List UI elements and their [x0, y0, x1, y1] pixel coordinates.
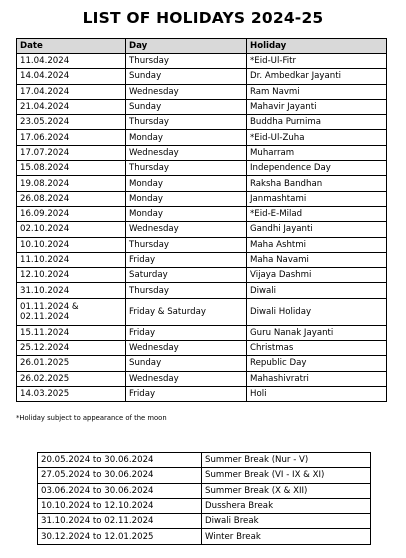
table-row — [17, 252, 387, 267]
cell-date: 12.10.2024 — [17, 268, 126, 283]
cell-date: 11.10.2024 — [17, 252, 126, 267]
cell-day: Thursday — [126, 161, 247, 176]
cell-holiday: Ram Navmi — [247, 84, 387, 99]
holiday-table — [16, 38, 387, 402]
cell-date: 23.05.2024 — [17, 115, 126, 130]
cell-period: 10.10.2024 to 12.10.2024 — [38, 498, 202, 513]
cell-holiday: Diwali — [247, 283, 387, 298]
cell-holiday: *Eid-E-Milad — [247, 206, 387, 221]
page-title: LIST OF HOLIDAYS 2024-25 — [82, 9, 324, 27]
table-row — [17, 356, 387, 371]
table-row — [17, 268, 387, 283]
cell-period: 31.10.2024 to 02.11.2024 — [38, 514, 202, 529]
cell-holiday: Christmas — [247, 341, 387, 356]
holiday-footnote: *Holiday subject to appearance of the moon — [16, 414, 167, 422]
header-day: Day — [126, 39, 247, 54]
cell-holiday: Janmashtami — [247, 191, 387, 206]
table-row — [17, 69, 387, 84]
cell-day: Monday — [126, 176, 247, 191]
table-row — [38, 498, 371, 513]
cell-day: Thursday — [126, 237, 247, 252]
cell-break-name: Summer Break (VI - IX & XI) — [202, 468, 371, 483]
cell-date: 31.10.2024 — [17, 283, 126, 298]
cell-date: 15.11.2024 — [17, 325, 126, 340]
table-row — [17, 191, 387, 206]
cell-holiday: *Eid-Ul-Zuha — [247, 130, 387, 145]
header-date: Date — [17, 39, 126, 54]
table-row — [17, 145, 387, 160]
cell-holiday: Independence Day — [247, 161, 387, 176]
cell-holiday: Mahavir Jayanti — [247, 99, 387, 114]
table-row — [17, 386, 387, 401]
cell-date: 25.12.2024 — [17, 341, 126, 356]
cell-day: Thursday — [126, 115, 247, 130]
cell-day: Wednesday — [126, 222, 247, 237]
cell-holiday: *Eid-Ul-Fitr — [247, 54, 387, 69]
cell-day: Wednesday — [126, 341, 247, 356]
cell-holiday: Republic Day — [247, 356, 387, 371]
cell-day: Friday — [126, 325, 247, 340]
cell-date: 26.08.2024 — [17, 191, 126, 206]
cell-day: Wednesday — [126, 371, 247, 386]
cell-holiday: Vijaya Dashmi — [247, 268, 387, 283]
cell-day: Monday — [126, 206, 247, 221]
break-table — [37, 452, 371, 545]
table-row — [17, 115, 387, 130]
cell-holiday: Diwali Holiday — [247, 298, 387, 325]
table-row — [17, 161, 387, 176]
holiday-table-header — [17, 39, 387, 54]
cell-period: 27.05.2024 to 30.06.2024 — [38, 468, 202, 483]
cell-date: 01.11.2024 & 02.11.2024 — [17, 298, 126, 325]
cell-day: Saturday — [126, 268, 247, 283]
cell-date: 17.07.2024 — [17, 145, 126, 160]
table-row — [17, 283, 387, 298]
table-row — [17, 298, 387, 325]
table-row — [17, 222, 387, 237]
cell-day: Thursday — [126, 54, 247, 69]
table-row — [17, 325, 387, 340]
cell-holiday: Dr. Ambedkar Jayanti — [247, 69, 387, 84]
cell-day: Monday — [126, 191, 247, 206]
cell-day: Sunday — [126, 99, 247, 114]
cell-date: 19.08.2024 — [17, 176, 126, 191]
cell-day: Sunday — [126, 356, 247, 371]
cell-holiday: Raksha Bandhan — [247, 176, 387, 191]
cell-day: Friday — [126, 252, 247, 267]
cell-holiday: Maha Ashtmi — [247, 237, 387, 252]
cell-holiday: Guru Nanak Jayanti — [247, 325, 387, 340]
cell-break-name: Dusshera Break — [202, 498, 371, 513]
cell-date: 17.06.2024 — [17, 130, 126, 145]
cell-day: Monday — [126, 130, 247, 145]
cell-holiday: Gandhi Jayanti — [247, 222, 387, 237]
cell-day: Friday & Saturday — [126, 298, 247, 325]
cell-date: 16.09.2024 — [17, 206, 126, 221]
cell-break-name: Summer Break (Nur - V) — [202, 453, 371, 468]
cell-date: 26.01.2025 — [17, 356, 126, 371]
cell-day: Friday — [126, 386, 247, 401]
cell-holiday: Muharram — [247, 145, 387, 160]
cell-break-name: Summer Break (X & XII) — [202, 483, 371, 498]
cell-day: Wednesday — [126, 145, 247, 160]
cell-break-name: Winter Break — [202, 529, 371, 544]
table-row — [17, 99, 387, 114]
table-row — [38, 529, 371, 544]
cell-holiday: Holi — [247, 386, 387, 401]
cell-date: 02.10.2024 — [17, 222, 126, 237]
table-row — [38, 483, 371, 498]
cell-period: 30.12.2024 to 12.01.2025 — [38, 529, 202, 544]
cell-date: 17.04.2024 — [17, 84, 126, 99]
cell-holiday: Maha Navami — [247, 252, 387, 267]
cell-date: 15.08.2024 — [17, 161, 126, 176]
cell-date: 14.03.2025 — [17, 386, 126, 401]
cell-day: Thursday — [126, 283, 247, 298]
table-row — [17, 206, 387, 221]
cell-period: 03.06.2024 to 30.06.2024 — [38, 483, 202, 498]
cell-date: 11.04.2024 — [17, 54, 126, 69]
cell-holiday: Mahashivratri — [247, 371, 387, 386]
table-row — [17, 237, 387, 252]
table-row — [17, 84, 387, 99]
header-holiday: Holiday — [247, 39, 387, 54]
cell-date: 10.10.2024 — [17, 237, 126, 252]
cell-day: Sunday — [126, 69, 247, 84]
table-row — [17, 371, 387, 386]
table-row — [17, 341, 387, 356]
table-row — [17, 130, 387, 145]
table-row — [38, 453, 371, 468]
table-row — [38, 514, 371, 529]
table-row — [38, 468, 371, 483]
cell-day: Wednesday — [126, 84, 247, 99]
cell-date: 26.02.2025 — [17, 371, 126, 386]
cell-holiday: Buddha Purnima — [247, 115, 387, 130]
cell-date: 14.04.2024 — [17, 69, 126, 84]
table-row — [17, 176, 387, 191]
cell-period: 20.05.2024 to 30.06.2024 — [38, 453, 202, 468]
cell-break-name: Diwali Break — [202, 514, 371, 529]
table-row — [17, 54, 387, 69]
cell-date: 21.04.2024 — [17, 99, 126, 114]
